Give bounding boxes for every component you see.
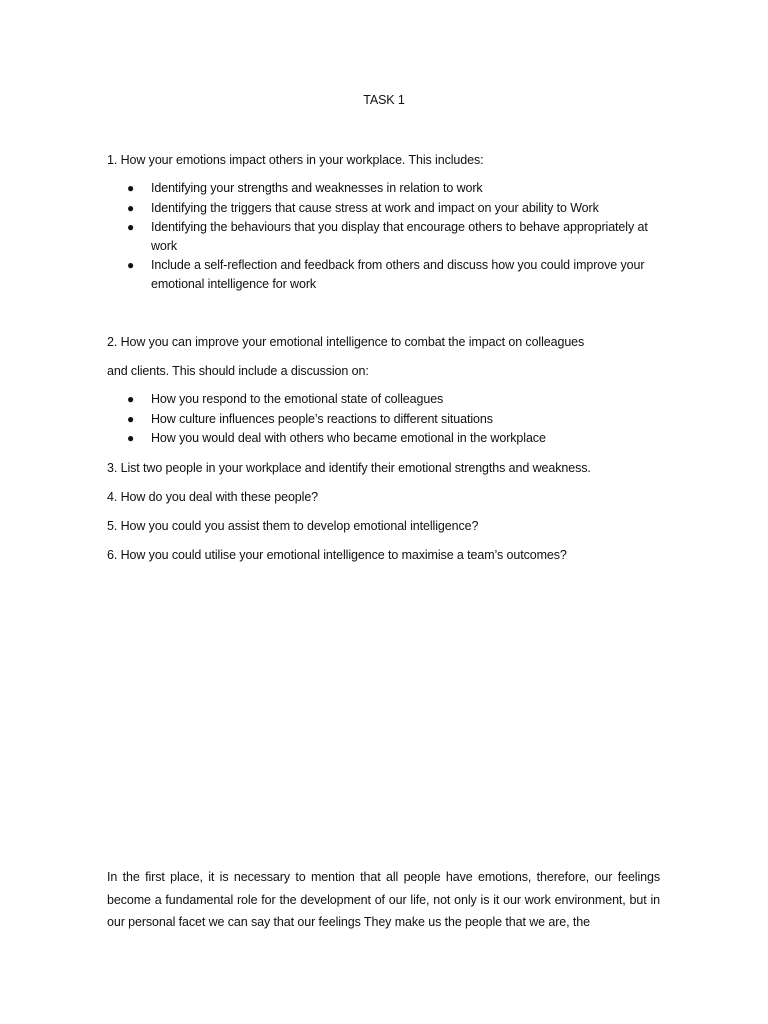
bullet-icon: ● [127,181,135,195]
question-2-heading-line-1: 2. How you can improve your emotional intelligence to combat the impact on colleagues [107,335,585,349]
bullet-icon: ● [127,258,135,272]
bullet-icon: ● [127,431,135,445]
question-2-bullet-list [0,390,768,448]
question-1-heading: 1. How your emotions impact others in your workplace. This includes: [107,153,484,167]
question-5: 5. How you could you assist them to develop emotional intelligence? [107,519,479,533]
list-item [0,218,671,255]
list-item [0,179,671,198]
list-item-text: Include a self-reflection and feedback from others and discuss how you could improve your emotional intelligence for work [151,258,645,291]
bullet-icon: ● [127,392,135,406]
list-item [0,410,671,429]
list-item-text: Identifying the behaviours that you display that encourage others to behave appropriately at work [151,220,648,253]
question-6: 6. How you could utilise your emotional intelligence to maximise a team’s outcomes? [107,548,567,562]
list-item-text: Identifying your strengths and weaknesses in relation to work [151,181,483,195]
list-item-text: Identifying the triggers that cause stress at work and impact on your ability to Work [151,200,599,215]
page-title: TASK 1 [363,93,405,107]
question-2-heading-line-2: and clients. This should include a discussion on: [107,364,369,378]
answer-paragraph: In the first place, it is necessary to mention that all people have emotions, therefore, our feelings become a fundamental role for the development of our life, not only is it our work environment, but in our personal facet we can say that our feelings They make us the people that we are, the [107,870,660,929]
list-item [0,199,671,218]
list-item-text: How culture influences people’s reactions to different situations [151,411,493,426]
list-item [0,390,671,409]
question-1-bullet-list [0,179,768,293]
list-item [0,429,671,448]
bullet-icon: ● [127,220,135,234]
list-item-text: How you respond to the emotional state of colleagues [151,392,444,406]
bullet-icon: ● [127,411,135,426]
list-item-text: How you would deal with others who became emotional in the workplace [151,431,546,445]
question-4: 4. How do you deal with these people? [107,490,319,504]
bullet-icon: ● [127,200,135,215]
question-3: 3. List two people in your workplace and identify their emotional strengths and weakness. [107,461,591,475]
list-item [0,256,671,293]
